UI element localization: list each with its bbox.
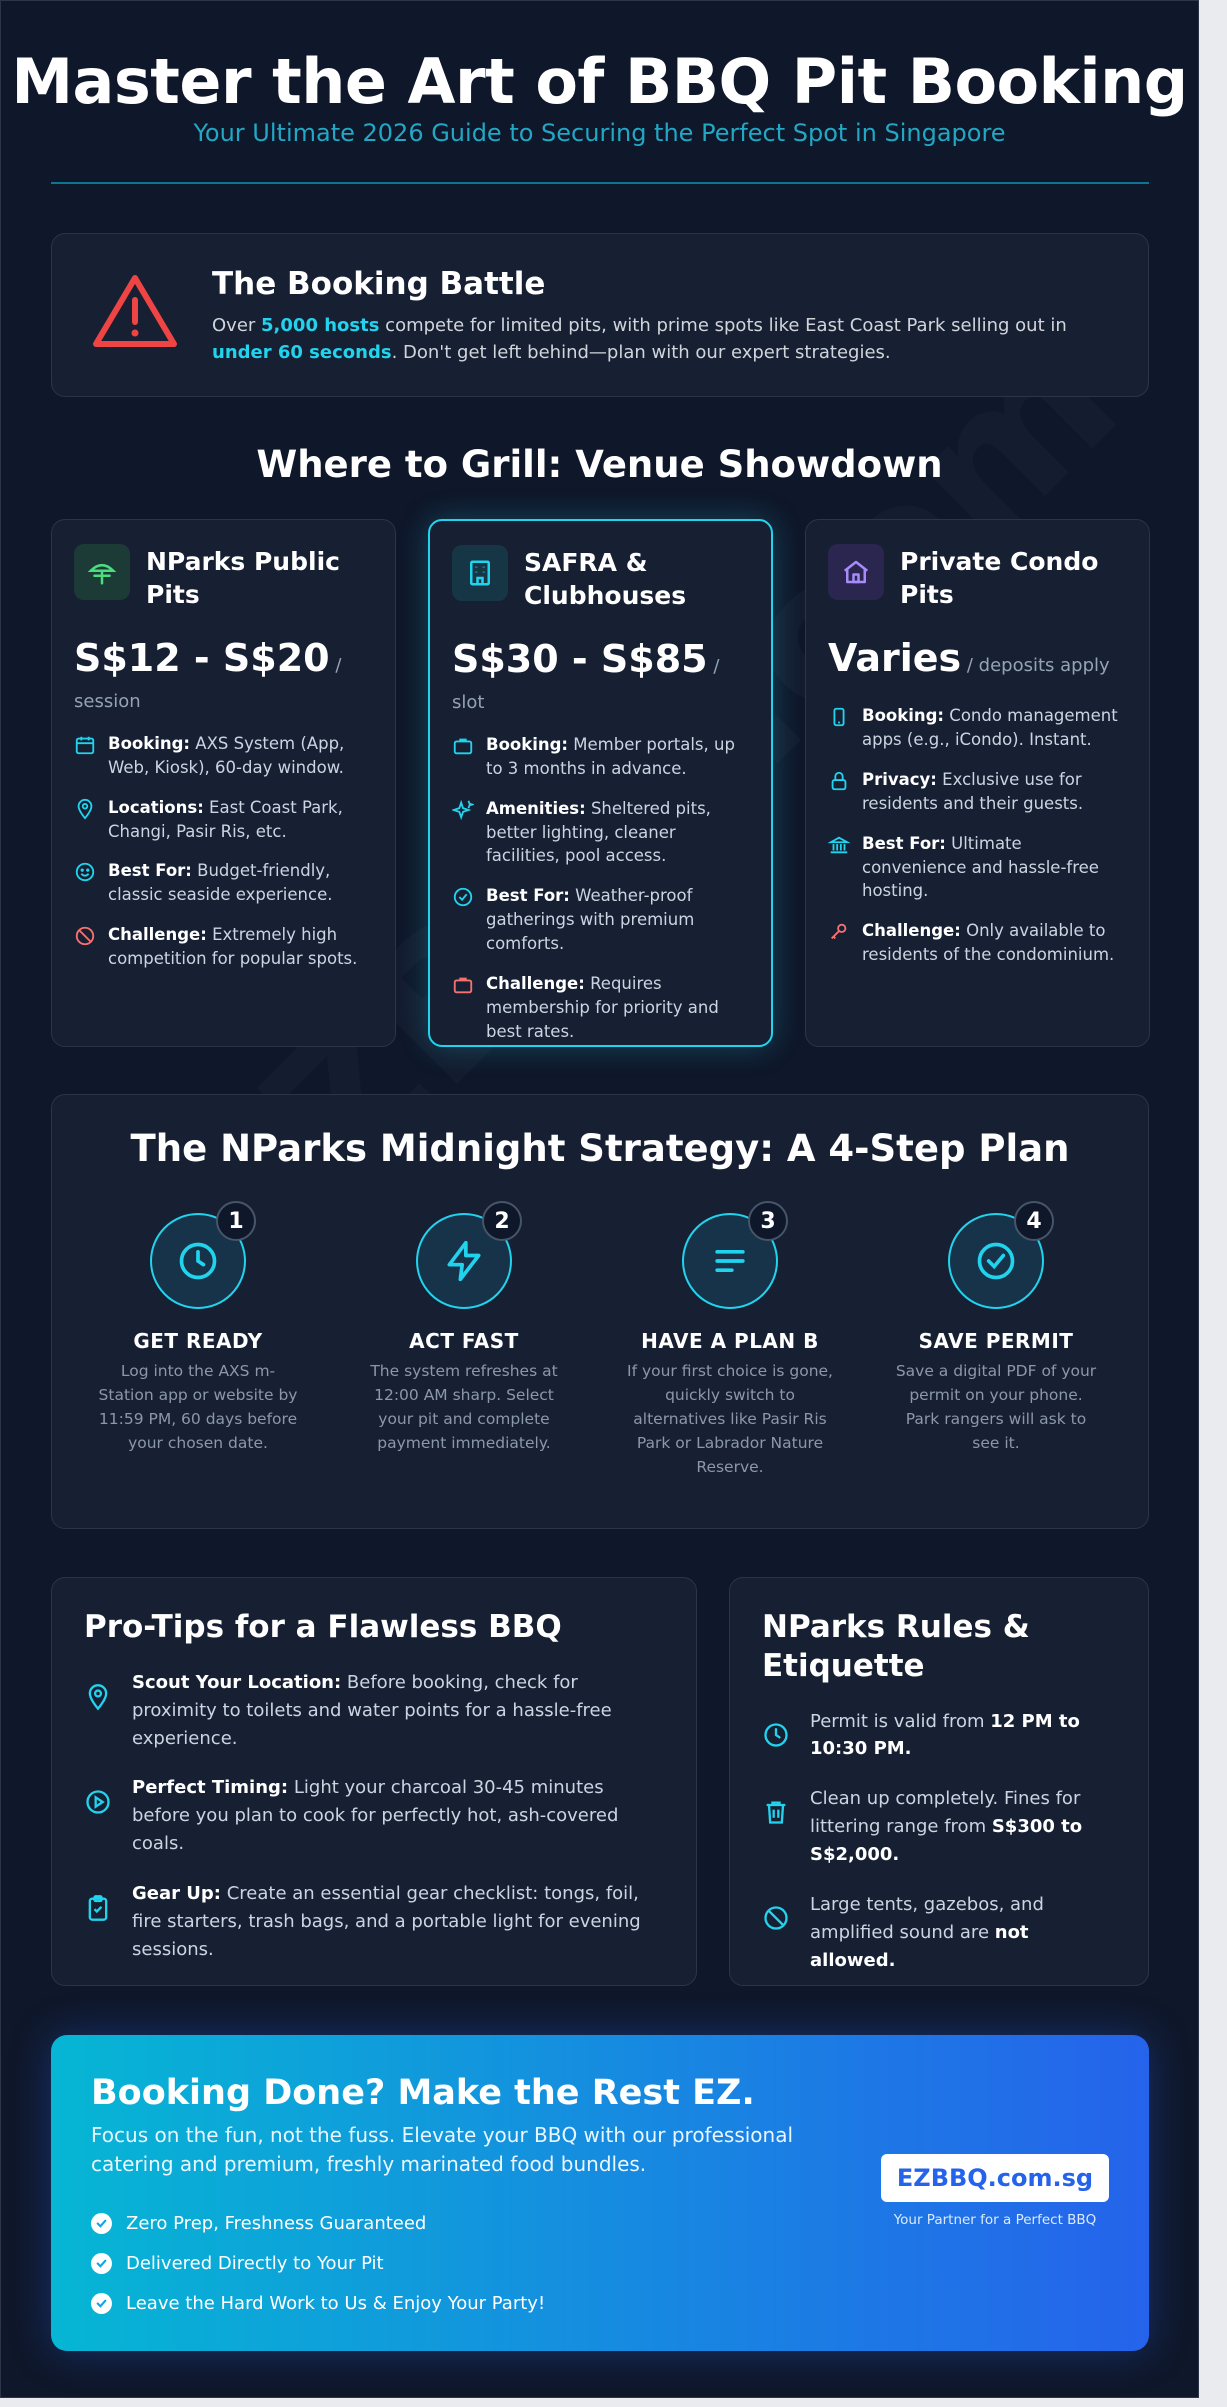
check-circle-icon	[974, 1239, 1018, 1283]
lightning-icon	[442, 1239, 486, 1283]
cta-benefit: Zero Prep, Freshness Guaranteed	[91, 2203, 545, 2243]
home-icon	[828, 544, 884, 600]
cta-description: Focus on the fun, not the fuss. Elevate your BBQ with our professional catering and premium, freshly marinated food bundles.	[91, 2123, 794, 2176]
venue-feature: Best For: Budget-friendly, classic seaside experience.	[74, 859, 373, 907]
venues-section-title: Where to Grill: Venue Showdown	[256, 443, 943, 486]
building-icon	[452, 545, 508, 601]
park-icon	[74, 544, 130, 600]
venue-price: S$12 - S$20 / session	[74, 636, 342, 712]
smile-icon	[74, 861, 96, 883]
rules-card	[729, 1577, 1149, 1986]
trash-icon	[762, 1798, 790, 1826]
list-icon	[708, 1239, 752, 1283]
step-number: 4	[1014, 1201, 1054, 1241]
cta-benefit: Delivered Directly to Your Pit	[91, 2243, 545, 2283]
key-icon	[828, 921, 850, 943]
strategy-step	[88, 1208, 308, 1455]
venue-feature: Locations: East Coast Park, Changi, Pasir Ris, etc.	[74, 796, 373, 844]
step-text: Log into the AXS m-Station app or website by 11:59 PM, 60 days before your chosen date.	[98, 1362, 298, 1453]
map-pin-icon	[84, 1683, 112, 1711]
check-icon	[91, 2253, 112, 2274]
strategy-title: The NParks Midnight Strategy: A 4-Step Plan	[130, 1127, 1070, 1170]
step-text: Save a digital PDF of your permit on your phone. Park rangers will ask to see it.	[895, 1362, 1097, 1453]
venue-feature: Challenge: Extremely high competition for popular spots.	[74, 923, 373, 971]
step-number: 3	[748, 1201, 788, 1241]
cta-benefits-list	[91, 2203, 545, 2323]
ban-icon	[762, 1904, 790, 1932]
venue-name: Private Condo Pits	[900, 547, 1099, 609]
cta-benefit: Leave the Hard Work to Us & Enjoy Your Party!	[91, 2283, 545, 2323]
speed-highlight: under 60 seconds	[212, 342, 392, 363]
step-title: ACT FAST	[409, 1329, 519, 1353]
step-number: 1	[216, 1201, 256, 1241]
venue-name: SAFRA & Clubhouses	[524, 548, 687, 610]
cta-banner	[51, 2035, 1149, 2351]
step-number: 2	[482, 1201, 522, 1241]
strategy-step	[886, 1208, 1106, 1455]
bank-icon	[828, 834, 850, 856]
hosts-highlight: 5,000 hosts	[261, 315, 380, 336]
brand-tagline: Your Partner for a Perfect BBQ	[893, 2212, 1097, 2228]
strategy-step	[354, 1208, 574, 1455]
step-title: SAVE PERMIT	[918, 1329, 1074, 1353]
venue-feature: Challenge: Only available to residents of the condominium.	[828, 919, 1127, 967]
phone-icon	[828, 706, 850, 728]
venue-feature: Amenities: Sheltered pits, better lighting, cleaner facilities, pool access.	[452, 797, 749, 869]
venue-card-condo	[805, 519, 1150, 1047]
venue-card-nparks	[51, 519, 396, 1047]
clock-icon	[176, 1239, 220, 1283]
venue-feature: Challenge: Requires membership for priority and best rates.	[452, 972, 749, 1044]
venue-feature: Booking: AXS System (App, Web, Kiosk), 60-day window.	[74, 732, 373, 780]
briefcase-icon	[452, 735, 474, 757]
venue-card-safra	[428, 519, 773, 1047]
calendar-icon	[74, 734, 96, 756]
step-text: The system refreshes at 12:00 AM sharp. Select your pit and complete payment immediately.	[370, 1362, 558, 1453]
briefcase-icon	[452, 974, 474, 996]
warning-triangle-icon	[90, 272, 180, 352]
pro-tips-card	[51, 1577, 697, 1986]
strategy-step	[620, 1208, 840, 1479]
brand-link-button[interactable]: EZBBQ.com.sg	[881, 2154, 1109, 2202]
strategy-card	[51, 1094, 1149, 1529]
venue-name: NParks Public Pits	[146, 547, 340, 609]
step-text: If your first choice is gone, quickly switch to alternatives like Pasir Ris Park or Labrador Nature Reserve.	[627, 1362, 833, 1477]
venue-price: Varies / deposits apply	[828, 636, 1110, 680]
booking-battle-text: Over 5,000 hosts compete for limited pits, with prime spots like East Coast Park selling out in under 60 seconds. Don't get left behind—plan with our expert strategies.	[212, 315, 1067, 363]
venue-feature: Privacy: Exclusive use for residents and their guests.	[828, 768, 1127, 816]
page-title: Master the Art of BBQ Pit Booking	[11, 45, 1188, 118]
clipboard-check-icon	[84, 1894, 112, 1922]
venue-price: S$30 - S$85 / slot	[452, 637, 720, 713]
header-divider	[51, 182, 1149, 184]
sparkles-icon	[452, 799, 474, 821]
booking-battle-card	[51, 233, 1149, 397]
step-title: HAVE A PLAN B	[641, 1329, 819, 1353]
rule-item: Permit is valid from 12 PM to 10:30 PM.	[762, 1708, 1116, 1764]
tip-item: Perfect Timing: Light your charcoal 30-45 minutes before you plan to cook for perfectly hot, ash-covered coals.	[84, 1774, 664, 1858]
rules-title: NParks Rules & Etiquette	[762, 1609, 1030, 1684]
venue-feature: Booking: Member portals, up to 3 months in advance.	[452, 733, 749, 781]
lock-icon	[828, 770, 850, 792]
rule-item: Clean up completely. Fines for littering range from S$300 to S$2,000.	[762, 1785, 1116, 1869]
map-pin-icon	[74, 798, 96, 820]
ban-icon	[74, 925, 96, 947]
clock-icon	[762, 1721, 790, 1749]
check-circle-icon	[452, 886, 474, 908]
cta-title: Booking Done? Make the Rest EZ.	[91, 2073, 755, 2113]
rule-item: Large tents, gazebos, and amplified sound are not allowed.	[762, 1891, 1116, 1975]
check-icon	[91, 2293, 112, 2314]
venue-feature: Best For: Ultimate convenience and hassle-free hosting.	[828, 832, 1127, 904]
tip-item: Scout Your Location: Before booking, check for proximity to toilets and water points for a hassle-free experience.	[84, 1669, 664, 1753]
venue-feature: Booking: Condo management apps (e.g., iCondo). Instant.	[828, 704, 1127, 752]
play-circle-icon	[84, 1788, 112, 1816]
step-title: GET READY	[133, 1329, 263, 1353]
venue-feature: Best For: Weather-proof gatherings with premium comforts.	[452, 884, 749, 956]
tip-item: Gear Up: Create an essential gear checklist: tongs, foil, fire starters, trash bags, and a portable light for evening sessions.	[84, 1880, 664, 1964]
check-icon	[91, 2213, 112, 2234]
page-subtitle: Your Ultimate 2026 Guide to Securing the Perfect Spot in Singapore	[193, 119, 1006, 147]
booking-battle-title: The Booking Battle	[212, 266, 546, 302]
pro-tips-title: Pro-Tips for a Flawless BBQ	[84, 1609, 562, 1645]
